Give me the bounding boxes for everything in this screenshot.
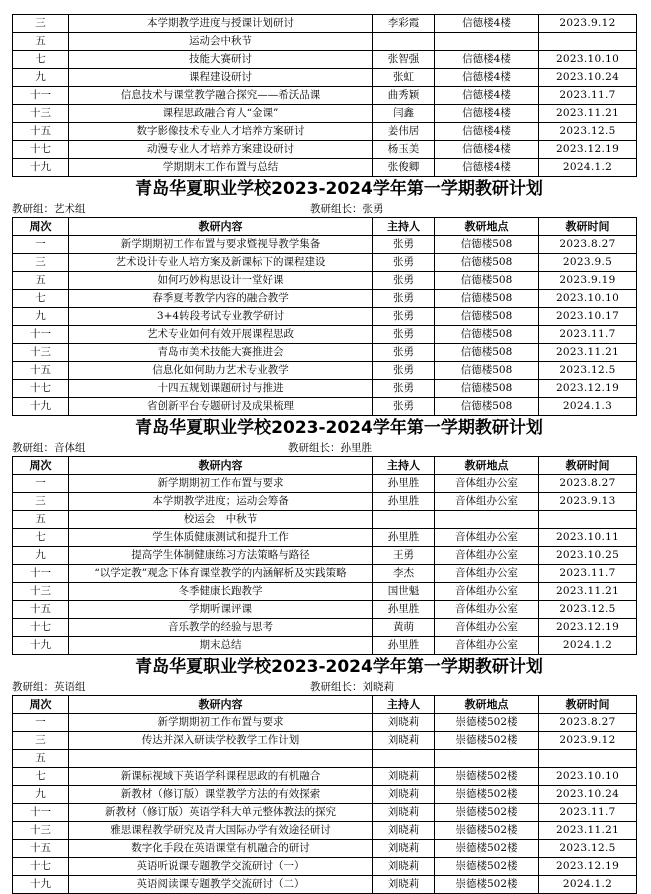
- cell-week: 三: [13, 493, 69, 511]
- plan-meta: [12, 679, 636, 695]
- cell-host: 张勇: [373, 326, 435, 344]
- cell-content: 学生体质健康测试和提升工作: [69, 529, 373, 547]
- header-time: 教研时间: [539, 218, 637, 236]
- table-row: [13, 398, 637, 416]
- cell-content: 数字化手段在英语课堂有机融合的研讨: [69, 840, 373, 858]
- cell-content: 十四五规划课题研讨与推进: [69, 380, 373, 398]
- table-row: [13, 565, 637, 583]
- cell-host: 张勇: [373, 380, 435, 398]
- table-row: [13, 362, 637, 380]
- cell-host: 闫鑫: [373, 105, 435, 123]
- cell-host: 张智强: [373, 51, 435, 69]
- cell-week: 十七: [13, 858, 69, 876]
- cell-week: 十五: [13, 123, 69, 141]
- cell-time: 2023.11.21: [539, 105, 637, 123]
- cell-content: 传达并深入研读学校教学工作计划: [69, 732, 373, 750]
- cell-content: 如何巧妙构思设计一堂好课: [69, 272, 373, 290]
- cell-time: 2023.12.19: [539, 619, 637, 637]
- cell-location: 信德楼508: [435, 272, 539, 290]
- cell-time: 2023.10.10: [539, 51, 637, 69]
- cell-location: [435, 750, 539, 768]
- cell-location: 信德楼508: [435, 236, 539, 254]
- cell-time: 2023.10.11: [539, 529, 637, 547]
- cell-location: 崇德楼502楼: [435, 714, 539, 732]
- cell-host: 张勇: [373, 290, 435, 308]
- cell-week: 十五: [13, 601, 69, 619]
- table-row: [13, 858, 637, 876]
- cell-week: 七: [13, 529, 69, 547]
- cell-content: 动漫专业人才培养方案建设研讨: [69, 141, 373, 159]
- cell-week: 十三: [13, 583, 69, 601]
- table-row: [13, 51, 637, 69]
- cell-host: 刘晓莉: [373, 768, 435, 786]
- cell-location: 信德楼4楼: [435, 159, 539, 177]
- cell-location: 信德楼4楼: [435, 141, 539, 159]
- cell-location: 崇德楼502楼: [435, 840, 539, 858]
- cell-host: 孙里胜: [373, 601, 435, 619]
- table-row: [13, 308, 637, 326]
- research-group-label: 教研组：艺术组: [12, 203, 86, 215]
- cell-week: 九: [13, 69, 69, 87]
- cell-content: 新学期期初工作布置与要求: [69, 475, 373, 493]
- cell-time: 2023.12.5: [539, 123, 637, 141]
- cell-time: 2023.12.5: [539, 601, 637, 619]
- table-row: [13, 105, 637, 123]
- cell-location: 崇德楼502楼: [435, 822, 539, 840]
- cell-content: 学期听课评课: [69, 601, 373, 619]
- cell-content: 本学期教学进度与授课计划研讨: [69, 15, 373, 33]
- plan-table: [12, 456, 637, 655]
- cell-host: [373, 750, 435, 768]
- cell-host: 黄萌: [373, 619, 435, 637]
- plan-title: 青岛华夏职业学校2023-2024学年第一学期教研计划: [135, 657, 543, 677]
- table-header-row: [13, 696, 637, 714]
- cell-content: 学期期末工作布置与总结: [69, 159, 373, 177]
- cell-host: [373, 33, 435, 51]
- cell-location: 信德楼508: [435, 254, 539, 272]
- cell-content: 省创新平台专题研讨及成果梳理: [69, 398, 373, 416]
- cell-time: 2023.9.12: [539, 15, 637, 33]
- cell-week: 三: [13, 732, 69, 750]
- cell-host: 张虹: [373, 69, 435, 87]
- cell-location: 信德楼4楼: [435, 105, 539, 123]
- table-row: [13, 804, 637, 822]
- cell-host: 张勇: [373, 344, 435, 362]
- table-row: [13, 637, 637, 655]
- document-page: [12, 14, 636, 894]
- cell-location: 崇德楼502楼: [435, 786, 539, 804]
- cell-content: 青岛市美术技能大赛推进会: [69, 344, 373, 362]
- table-row: [13, 732, 637, 750]
- table-header-row: [13, 218, 637, 236]
- table-row: [13, 583, 637, 601]
- cell-week: 一: [13, 475, 69, 493]
- cell-location: 信德楼4楼: [435, 69, 539, 87]
- table-row: [13, 236, 637, 254]
- cell-location: 音体组办公室: [435, 619, 539, 637]
- cell-content: 课程思政融合育人“金课”: [69, 105, 373, 123]
- cell-week: 五: [13, 511, 69, 529]
- cell-location: 崇德楼502楼: [435, 768, 539, 786]
- group-leader-label: 教研组长：孙里胜: [288, 442, 372, 454]
- table-row: [13, 547, 637, 565]
- plan-title: 青岛华夏职业学校2023-2024学年第一学期教研计划: [135, 418, 543, 438]
- cell-time: [539, 511, 637, 529]
- cell-time: 2024.1.2: [539, 159, 637, 177]
- header-host: 主持人: [373, 457, 435, 475]
- cell-week: 一: [13, 236, 69, 254]
- table-row: [13, 141, 637, 159]
- table-row: [13, 601, 637, 619]
- cell-location: 信德楼508: [435, 290, 539, 308]
- table-row: [13, 15, 637, 33]
- cell-time: 2023.12.19: [539, 141, 637, 159]
- cell-host: 刘晓莉: [373, 876, 435, 894]
- cell-time: 2023.10.24: [539, 69, 637, 87]
- plan-section-art: [12, 177, 636, 416]
- plan-meta: [12, 201, 636, 217]
- cell-time: 2023.10.25: [539, 547, 637, 565]
- plan-section-english: [12, 655, 636, 894]
- cell-time: 2023.11.21: [539, 583, 637, 601]
- header-time: 教研时间: [539, 457, 637, 475]
- cell-content: 音乐教学的经验与思考: [69, 619, 373, 637]
- cell-time: 2023.8.27: [539, 236, 637, 254]
- cell-location: 信德楼508: [435, 344, 539, 362]
- research-group-label: 教研组：英语组: [12, 681, 86, 693]
- cell-week: 七: [13, 51, 69, 69]
- cell-host: 孙里胜: [373, 475, 435, 493]
- cell-host: 刘晓莉: [373, 804, 435, 822]
- cell-week: 十九: [13, 159, 69, 177]
- group-leader-label: 教研组长：刘晓莉: [310, 681, 394, 693]
- cell-week: 七: [13, 290, 69, 308]
- header-time: 教研时间: [539, 696, 637, 714]
- table-row: [13, 290, 637, 308]
- header-week: 周次: [13, 696, 69, 714]
- cell-content: 英语听说课专题教学交流研讨（一）: [69, 858, 373, 876]
- cell-location: 崇德楼502楼: [435, 732, 539, 750]
- cell-content: 艺术设计专业人培方案及新课标下的课程建设: [69, 254, 373, 272]
- cell-location: 音体组办公室: [435, 475, 539, 493]
- continuation-table: [12, 14, 637, 177]
- cell-week: 十一: [13, 87, 69, 105]
- cell-time: 2023.10.10: [539, 768, 637, 786]
- table-row: [13, 326, 637, 344]
- cell-location: 音体组办公室: [435, 583, 539, 601]
- table-row: [13, 380, 637, 398]
- cell-content: 校运会 中秋节: [69, 511, 373, 529]
- cell-host: 孙里胜: [373, 637, 435, 655]
- cell-week: 十三: [13, 822, 69, 840]
- table-row: [13, 69, 637, 87]
- cell-week: 三: [13, 254, 69, 272]
- cell-location: 崇德楼502楼: [435, 858, 539, 876]
- cell-location: 信德楼4楼: [435, 15, 539, 33]
- cell-time: 2023.8.27: [539, 714, 637, 732]
- table-row: [13, 159, 637, 177]
- cell-time: 2023.10.10: [539, 290, 637, 308]
- cell-content: 春季夏考教学内容的融合教学: [69, 290, 373, 308]
- cell-location: 崇德楼502楼: [435, 804, 539, 822]
- cell-week: 十九: [13, 876, 69, 894]
- cell-location: 音体组办公室: [435, 637, 539, 655]
- cell-week: 十七: [13, 380, 69, 398]
- cell-content: 运动会中秋节: [69, 33, 373, 51]
- plan-table: [12, 217, 637, 416]
- cell-time: 2023.9.13: [539, 493, 637, 511]
- cell-content: 课程建设研讨: [69, 69, 373, 87]
- plan-meta: [12, 440, 636, 456]
- cell-location: 音体组办公室: [435, 565, 539, 583]
- plan-table: [12, 695, 637, 894]
- cell-week: 十七: [13, 141, 69, 159]
- cell-location: 崇德楼502楼: [435, 876, 539, 894]
- table-row: [13, 714, 637, 732]
- cell-week: 十一: [13, 565, 69, 583]
- header-week: 周次: [13, 457, 69, 475]
- cell-week: 十一: [13, 326, 69, 344]
- cell-host: 李彩霞: [373, 15, 435, 33]
- cell-host: 国世魁: [373, 583, 435, 601]
- cell-time: 2023.10.17: [539, 308, 637, 326]
- cell-time: 2023.11.7: [539, 565, 637, 583]
- cell-time: 2023.11.7: [539, 804, 637, 822]
- cell-time: 2023.9.12: [539, 732, 637, 750]
- cell-host: 刘晓莉: [373, 732, 435, 750]
- cell-time: 2024.1.2: [539, 876, 637, 894]
- table-row: [13, 493, 637, 511]
- cell-week: 十三: [13, 105, 69, 123]
- cell-location: 音体组办公室: [435, 493, 539, 511]
- cell-time: [539, 33, 637, 51]
- cell-week: 五: [13, 33, 69, 51]
- cell-host: 刘晓莉: [373, 786, 435, 804]
- cell-content: 新教材（修订版）课堂教学方法的有效探索: [69, 786, 373, 804]
- cell-location: 信德楼508: [435, 398, 539, 416]
- header-location: 教研地点: [435, 696, 539, 714]
- cell-content: 3+4转段考试专业教学研讨: [69, 308, 373, 326]
- table-row: [13, 511, 637, 529]
- cell-content: 技能大赛研讨: [69, 51, 373, 69]
- cell-host: [373, 511, 435, 529]
- header-content: 教研内容: [69, 457, 373, 475]
- cell-host: 刘晓莉: [373, 858, 435, 876]
- cell-content: [69, 750, 373, 768]
- cell-time: [539, 750, 637, 768]
- header-content: 教研内容: [69, 696, 373, 714]
- group-leader-label: 教研组长：张勇: [310, 203, 384, 215]
- table-row: [13, 529, 637, 547]
- cell-content: 新课标视域下英语学科课程思政的有机融合: [69, 768, 373, 786]
- table-row: [13, 344, 637, 362]
- cell-host: 张勇: [373, 236, 435, 254]
- cell-content: 数字影像技术专业人才培养方案研讨: [69, 123, 373, 141]
- cell-time: 2023.11.7: [539, 326, 637, 344]
- table-row: [13, 123, 637, 141]
- table-row: [13, 87, 637, 105]
- table-row: [13, 33, 637, 51]
- table-row: [13, 840, 637, 858]
- cell-week: 十九: [13, 398, 69, 416]
- header-host: 主持人: [373, 218, 435, 236]
- cell-location: [435, 511, 539, 529]
- cell-content: 本学期教学进度；运动会筹备: [69, 493, 373, 511]
- header-content: 教研内容: [69, 218, 373, 236]
- cell-week: 九: [13, 308, 69, 326]
- cell-time: 2023.10.24: [539, 786, 637, 804]
- cell-host: 张勇: [373, 254, 435, 272]
- cell-content: 新学期期初工作布置与要求暨视导教学集备: [69, 236, 373, 254]
- cell-week: 十九: [13, 637, 69, 655]
- cell-host: 张勇: [373, 272, 435, 290]
- cell-time: 2023.11.21: [539, 822, 637, 840]
- cell-time: 2023.12.19: [539, 380, 637, 398]
- cell-time: 2023.12.19: [539, 858, 637, 876]
- cell-week: 三: [13, 15, 69, 33]
- cell-week: 五: [13, 272, 69, 290]
- cell-location: 信德楼4楼: [435, 51, 539, 69]
- table-header-row: [13, 457, 637, 475]
- cell-content: 雅思课程教学研究及青大国际办学有效途径研讨: [69, 822, 373, 840]
- cell-content: 提高学生体制健康练习方法策略与路径: [69, 547, 373, 565]
- cell-week: 十三: [13, 344, 69, 362]
- cell-content: 信息化如何助力艺术专业教学: [69, 362, 373, 380]
- table-row: [13, 876, 637, 894]
- table-row: [13, 768, 637, 786]
- cell-week: 九: [13, 786, 69, 804]
- cell-host: 张勇: [373, 308, 435, 326]
- cell-location: 信德楼508: [435, 380, 539, 398]
- table-row: [13, 254, 637, 272]
- cell-location: 信德楼508: [435, 308, 539, 326]
- header-location: 教研地点: [435, 457, 539, 475]
- cell-time: 2023.8.27: [539, 475, 637, 493]
- cell-time: 2024.1.3: [539, 398, 637, 416]
- table-row: [13, 750, 637, 768]
- cell-time: 2023.12.5: [539, 362, 637, 380]
- cell-week: 十七: [13, 619, 69, 637]
- plan-title: 青岛华夏职业学校2023-2024学年第一学期教研计划: [135, 179, 543, 199]
- cell-location: [435, 33, 539, 51]
- cell-host: 刘晓莉: [373, 714, 435, 732]
- cell-host: 刘晓莉: [373, 840, 435, 858]
- table-row: [13, 822, 637, 840]
- cell-content: “以学定教”观念下体育课堂教学的内涵解析及实践策略: [69, 565, 373, 583]
- cell-time: 2023.11.7: [539, 87, 637, 105]
- cell-time: 2023.9.5: [539, 254, 637, 272]
- cell-content: 新教材（修订版）英语学科大单元整体教法的探究: [69, 804, 373, 822]
- cell-location: 音体组办公室: [435, 529, 539, 547]
- cell-host: 张俊卿: [373, 159, 435, 177]
- cell-week: 十一: [13, 804, 69, 822]
- cell-location: 信德楼508: [435, 362, 539, 380]
- cell-content: 信息技术与课堂教学融合探究——希沃品课: [69, 87, 373, 105]
- cell-content: 艺术专业如何有效开展课程思政: [69, 326, 373, 344]
- cell-week: 十五: [13, 362, 69, 380]
- cell-content: 冬季健康长跑教学: [69, 583, 373, 601]
- cell-time: 2023.12.5: [539, 840, 637, 858]
- cell-host: 杨玉美: [373, 141, 435, 159]
- cell-week: 九: [13, 547, 69, 565]
- cell-time: 2023.9.19: [539, 272, 637, 290]
- header-location: 教研地点: [435, 218, 539, 236]
- cell-host: 王勇: [373, 547, 435, 565]
- table-row: [13, 619, 637, 637]
- cell-host: 张勇: [373, 362, 435, 380]
- cell-host: 姜伟居: [373, 123, 435, 141]
- cell-host: 孙里胜: [373, 529, 435, 547]
- cell-location: 音体组办公室: [435, 601, 539, 619]
- table-row: [13, 272, 637, 290]
- cell-time: 2024.1.2: [539, 637, 637, 655]
- table-row: [13, 475, 637, 493]
- cell-location: 信德楼508: [435, 326, 539, 344]
- plan-section-music-pe: [12, 416, 636, 655]
- cell-location: 信德楼4楼: [435, 87, 539, 105]
- cell-week: 七: [13, 768, 69, 786]
- cell-host: 张勇: [373, 398, 435, 416]
- table-row: [13, 786, 637, 804]
- cell-content: 新学期期初工作布置与要求: [69, 714, 373, 732]
- cell-location: 音体组办公室: [435, 547, 539, 565]
- cell-week: 五: [13, 750, 69, 768]
- header-week: 周次: [13, 218, 69, 236]
- cell-week: 十五: [13, 840, 69, 858]
- header-host: 主持人: [373, 696, 435, 714]
- cell-location: 信德楼4楼: [435, 123, 539, 141]
- cell-host: 李杰: [373, 565, 435, 583]
- cell-host: 曲秀颖: [373, 87, 435, 105]
- cell-time: 2023.11.21: [539, 344, 637, 362]
- cell-host: 刘晓莉: [373, 822, 435, 840]
- cell-content: 期末总结: [69, 637, 373, 655]
- cell-host: 孙里胜: [373, 493, 435, 511]
- cell-content: 英语阅读课专题教学交流研讨（二）: [69, 876, 373, 894]
- research-group-label: 教研组：音体组: [12, 442, 86, 454]
- cell-week: 一: [13, 714, 69, 732]
